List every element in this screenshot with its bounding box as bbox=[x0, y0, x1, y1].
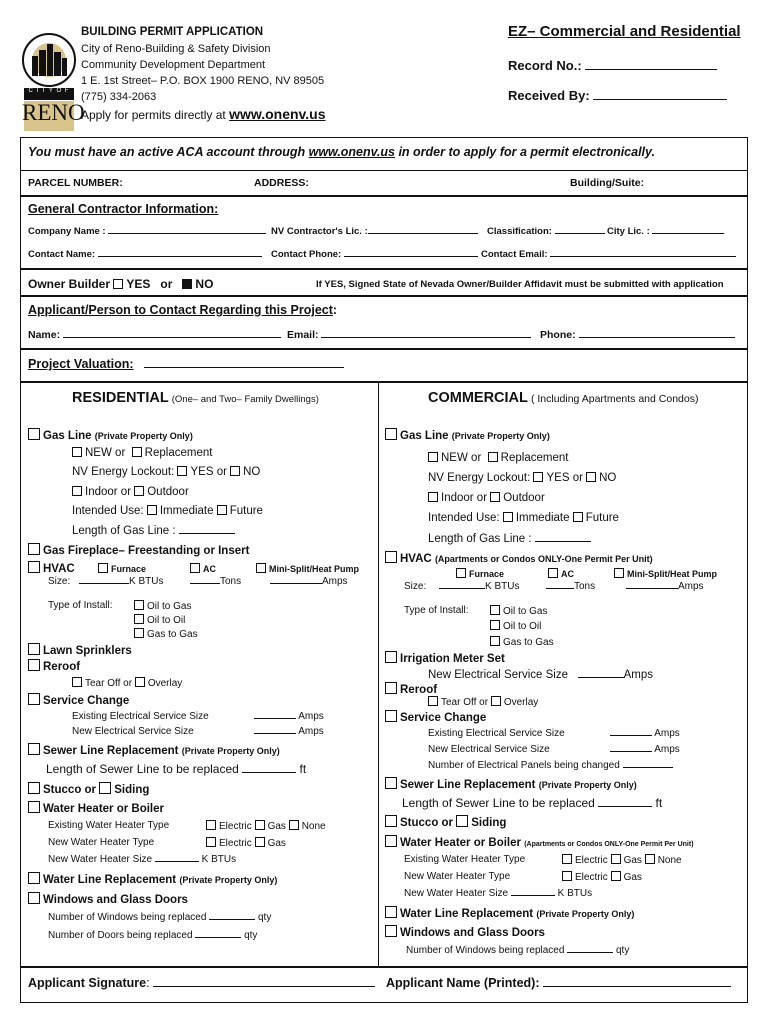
record-number-field[interactable] bbox=[508, 58, 717, 73]
apply-line bbox=[81, 106, 326, 122]
applicant-phone-field[interactable]: Phone: bbox=[540, 329, 735, 341]
com-sewer-line: Sewer Line Replacement (Private Property Only) bbox=[385, 777, 637, 791]
res-existing-gas-checkbox[interactable] bbox=[255, 820, 265, 830]
com-gas-replacement-checkbox[interactable] bbox=[488, 452, 498, 462]
res-existing-none-checkbox[interactable] bbox=[289, 820, 299, 830]
res-lockout-no-checkbox[interactable] bbox=[230, 466, 240, 476]
com-num-windows-field[interactable]: Number of Windows being replaced qty bbox=[406, 945, 630, 956]
res-energy-lockout: NV Energy Lockout: YES or NO bbox=[72, 466, 261, 478]
com-service-change: Service Change bbox=[385, 710, 486, 724]
com-water-heater-checkbox[interactable] bbox=[385, 835, 397, 847]
com-oil-oil-checkbox[interactable] bbox=[490, 620, 500, 630]
com-water-heater: Water Heater or Boiler (Apartments or Condos ONLY-One Permit Per Unit) bbox=[385, 835, 694, 849]
com-gas-length-field[interactable]: Length of Gas Line : bbox=[428, 533, 591, 545]
com-existing-none-checkbox[interactable] bbox=[645, 854, 655, 864]
owner-builder-label: Owner Builder bbox=[28, 277, 111, 291]
res-minisplit-checkbox[interactable] bbox=[256, 563, 266, 573]
owner-builder-note: If YES, Signed State of Nevada Owner/Builder Affidavit must be submitted with application bbox=[316, 279, 724, 290]
res-new-service: New Electrical Service Size bbox=[72, 726, 194, 737]
res-indoor-outdoor: Indoor or Outdoor bbox=[72, 486, 189, 498]
contractor-license-field[interactable]: NV Contractor's Lic. : bbox=[271, 226, 478, 237]
com-water-line: Water Line Replacement (Private Property Only) bbox=[385, 906, 634, 920]
com-gas-gas: Gas to Gas bbox=[490, 636, 554, 648]
com-oil-gas-checkbox[interactable] bbox=[490, 605, 500, 615]
res-gas-replacement-checkbox[interactable] bbox=[132, 447, 142, 457]
com-irrigation-checkbox[interactable] bbox=[385, 651, 397, 663]
res-gas-fireplace: Gas Fireplace– Freestanding or Insert bbox=[28, 543, 249, 557]
com-stucco-checkbox[interactable] bbox=[385, 815, 397, 827]
res-lockout-yes-checkbox[interactable] bbox=[177, 466, 187, 476]
res-future-checkbox[interactable] bbox=[217, 505, 227, 515]
contact-email-field[interactable]: Contact Email: bbox=[481, 249, 736, 260]
com-hvac-amps[interactable]: Amps bbox=[626, 581, 704, 592]
com-windows-doors: Windows and Glass Doors bbox=[385, 925, 545, 939]
com-new-service-amps[interactable]: Amps bbox=[610, 744, 680, 755]
com-existing-service-amps[interactable]: Amps bbox=[610, 728, 680, 739]
project-valuation-field[interactable]: Project Valuation: bbox=[28, 357, 344, 371]
res-overlay-checkbox[interactable] bbox=[135, 677, 145, 687]
owner-builder-row: Owner Builder YES or NO bbox=[28, 277, 214, 291]
res-new-heater-type: New Water Heater Type bbox=[48, 837, 155, 848]
city-license-field[interactable]: City Lic. : bbox=[607, 226, 724, 237]
com-reroof-checkbox[interactable] bbox=[385, 682, 397, 694]
res-hvac-minisplit: Mini-Split/Heat Pump bbox=[256, 563, 359, 574]
com-hvac: HVAC (Apartments or Condos ONLY-One Permit Per Unit) bbox=[385, 551, 653, 565]
res-gas-gas: Gas to Gas bbox=[134, 628, 198, 640]
res-gas-new-checkbox[interactable] bbox=[72, 447, 82, 457]
com-ac-checkbox[interactable] bbox=[548, 568, 558, 578]
res-gas-line-checkbox[interactable] bbox=[28, 428, 40, 440]
res-hvac-amps[interactable]: Amps bbox=[270, 576, 348, 587]
address-label[interactable]: ADDRESS: bbox=[254, 177, 309, 189]
com-indoor-checkbox[interactable] bbox=[428, 492, 438, 502]
applicant-heading: Applicant/Person to Contact Regarding this Project: bbox=[28, 303, 338, 317]
res-oil-oil-checkbox[interactable] bbox=[134, 614, 144, 624]
com-new-heater-size[interactable]: New Water Heater Size K BTUs bbox=[404, 888, 593, 899]
res-ac-checkbox[interactable] bbox=[190, 563, 200, 573]
ez-title-text: EZ– Commercial and Residential bbox=[508, 23, 741, 40]
com-stucco-siding: Stucco or Siding bbox=[385, 815, 506, 829]
res-gas-length-field[interactable]: Length of Gas Line : bbox=[72, 525, 235, 537]
res-existing-heater-type: Existing Water Heater Type bbox=[48, 820, 170, 831]
res-sewer-length-field[interactable]: Length of Sewer Line to be replaced ft bbox=[46, 762, 307, 776]
record-label: Record No.: bbox=[508, 58, 582, 73]
res-water-line: Water Line Replacement (Private Property Only) bbox=[28, 872, 277, 886]
res-water-heater-checkbox[interactable] bbox=[28, 801, 40, 813]
res-hvac-size[interactable]: Size: K BTUs bbox=[48, 576, 164, 587]
res-lawn-checkbox[interactable] bbox=[28, 643, 40, 655]
res-service-change: Service Change bbox=[28, 693, 129, 707]
com-new-gas-checkbox[interactable] bbox=[611, 871, 621, 881]
com-hvac-furnace: Furnace bbox=[456, 568, 504, 579]
com-irrigation-service[interactable]: New Electrical Service Size Amps bbox=[428, 669, 653, 681]
res-type-install: Type of Install: bbox=[48, 600, 113, 611]
com-gas-line: Gas Line (Private Property Only) bbox=[385, 428, 550, 442]
res-tearoff-overlay: Tear Off or Overlay bbox=[72, 677, 182, 689]
res-tearoff-checkbox[interactable] bbox=[72, 677, 82, 687]
res-hvac-checkbox[interactable] bbox=[28, 561, 40, 573]
com-irrigation-meter: Irrigation Meter Set bbox=[385, 651, 505, 665]
com-gas-gas-checkbox[interactable] bbox=[490, 636, 500, 646]
res-num-doors-field[interactable]: Number of Doors being replaced qty bbox=[48, 930, 258, 941]
res-water-line-checkbox[interactable] bbox=[28, 872, 40, 884]
res-new-electric-checkbox[interactable] bbox=[206, 837, 216, 847]
com-tearoff-overlay: Tear Off or Overlay bbox=[428, 696, 538, 708]
res-num-windows-field[interactable]: Number of Windows being replaced qty bbox=[48, 912, 272, 923]
contractor-heading: General Contractor Information: bbox=[28, 202, 219, 216]
ez-title bbox=[508, 23, 741, 40]
building-suite-label[interactable]: Building/Suite: bbox=[570, 177, 645, 189]
com-existing-heater-options: Electric Gas None bbox=[562, 854, 682, 866]
notice-before: You must have an active ACA account through bbox=[28, 145, 306, 159]
res-indoor-checkbox[interactable] bbox=[72, 486, 82, 496]
res-stucco-siding: Stucco or Siding bbox=[28, 782, 149, 796]
res-oil-oil: Oil to Oil bbox=[134, 614, 185, 626]
res-existing-heater-options: Electric Gas None bbox=[206, 820, 326, 832]
header-line-1: City of Reno-Building & Safety Division bbox=[81, 43, 271, 55]
res-new-gas-checkbox[interactable] bbox=[255, 837, 265, 847]
res-existing-service: Existing Electrical Service Size bbox=[72, 711, 209, 722]
com-hvac-size[interactable]: Size: K BTUs bbox=[404, 581, 520, 592]
parcel-number-label[interactable]: PARCEL NUMBER: bbox=[28, 177, 123, 189]
header-line-3: 1 E. 1st Street– P.O. BOX 1900 RENO, NV 89505 bbox=[81, 75, 325, 87]
com-oil-oil: Oil to Oil bbox=[490, 620, 541, 632]
notice-after: in order to apply for a permit electronically. bbox=[398, 145, 655, 159]
res-new-service-amps[interactable]: Amps bbox=[254, 726, 324, 737]
res-lawn-sprinklers: Lawn Sprinklers bbox=[28, 643, 132, 657]
com-existing-service: Existing Electrical Service Size bbox=[428, 728, 565, 739]
form-title: BUILDING PERMIT APPLICATION bbox=[81, 26, 264, 38]
com-type-install: Type of Install: bbox=[404, 605, 469, 616]
com-windows-checkbox[interactable] bbox=[385, 925, 397, 937]
com-sewer-checkbox[interactable] bbox=[385, 777, 397, 789]
res-furnace-checkbox[interactable] bbox=[98, 563, 108, 573]
com-gas-new-checkbox[interactable] bbox=[428, 452, 438, 462]
com-reroof: Reroof bbox=[385, 682, 437, 696]
com-new-heater-options: Electric Gas bbox=[562, 871, 642, 883]
res-service-change-checkbox[interactable] bbox=[28, 693, 40, 705]
res-hvac-furnace: Furnace bbox=[98, 563, 146, 574]
logo-city-text: C I T Y O F bbox=[28, 88, 70, 94]
com-tearoff-checkbox[interactable] bbox=[428, 696, 438, 706]
res-fireplace-checkbox[interactable] bbox=[28, 543, 40, 555]
header-line-2: Community Development Department bbox=[81, 59, 266, 71]
applicant-name-field[interactable]: Name: bbox=[28, 329, 281, 341]
com-siding-checkbox[interactable] bbox=[456, 815, 468, 827]
res-new-heater-options: Electric Gas bbox=[206, 837, 286, 849]
com-sewer-length-field[interactable]: Length of Sewer Line to be replaced ft bbox=[402, 796, 663, 810]
contact-name-field[interactable]: Contact Name: bbox=[28, 249, 262, 260]
com-water-line-checkbox[interactable] bbox=[385, 906, 397, 918]
res-gas-line: Gas Line (Private Property Only) bbox=[28, 428, 193, 442]
res-siding-checkbox[interactable] bbox=[99, 782, 111, 794]
received-by-field[interactable] bbox=[508, 88, 727, 103]
res-stucco-checkbox[interactable] bbox=[28, 782, 40, 794]
res-intended-use: Intended Use: Immediate Future bbox=[72, 505, 263, 517]
com-new-electric-checkbox[interactable] bbox=[562, 871, 572, 881]
com-oil-gas: Oil to Gas bbox=[490, 605, 547, 617]
com-existing-heater-type: Existing Water Heater Type bbox=[404, 854, 526, 865]
res-outdoor-checkbox[interactable] bbox=[134, 486, 144, 496]
com-new-heater-type: New Water Heater Type bbox=[404, 871, 511, 882]
com-hvac-checkbox[interactable] bbox=[385, 551, 397, 563]
res-existing-electric-checkbox[interactable] bbox=[206, 820, 216, 830]
res-water-heater: Water Heater or Boiler bbox=[28, 801, 164, 815]
com-existing-electric-checkbox[interactable] bbox=[562, 854, 572, 864]
res-hvac-ac: AC bbox=[190, 563, 216, 574]
res-windows-doors: Windows and Glass Doors bbox=[28, 892, 188, 906]
com-hvac-tons[interactable]: Tons bbox=[546, 581, 595, 592]
com-new-service: New Electrical Service Size bbox=[428, 744, 550, 755]
res-sewer-line: Sewer Line Replacement (Private Property Only) bbox=[28, 743, 280, 757]
res-new-heater-size[interactable]: New Water Heater Size K BTUs bbox=[48, 854, 237, 865]
com-energy-lockout: NV Energy Lockout: YES or NO bbox=[428, 472, 617, 484]
com-indoor-outdoor: Indoor or Outdoor bbox=[428, 492, 545, 504]
com-intended-use: Intended Use: Immediate Future bbox=[428, 512, 619, 524]
com-gas-new-replacement: NEW or Replacement bbox=[428, 452, 568, 464]
com-overlay-checkbox[interactable] bbox=[491, 696, 501, 706]
logo-reno-text: RENO bbox=[22, 100, 85, 125]
com-service-change-checkbox[interactable] bbox=[385, 710, 397, 722]
res-oil-gas: Oil to Gas bbox=[134, 600, 191, 612]
commercial-heading: COMMERCIAL ( Including Apartments and Condos) bbox=[428, 390, 699, 406]
res-gas-new-replacement: NEW or Replacement bbox=[72, 447, 212, 459]
com-existing-gas-checkbox[interactable] bbox=[611, 854, 621, 864]
owner-yes-checkbox[interactable] bbox=[113, 279, 123, 289]
applicant-printed-name-field[interactable]: Applicant Name (Printed): bbox=[386, 976, 731, 990]
applicant-email-field[interactable]: Email: bbox=[287, 329, 531, 341]
res-hvac-tons[interactable]: Tons bbox=[190, 576, 241, 587]
contact-phone-field[interactable]: Contact Phone: bbox=[271, 249, 478, 260]
res-sewer-checkbox[interactable] bbox=[28, 743, 40, 755]
res-windows-checkbox[interactable] bbox=[28, 892, 40, 904]
apply-url-link[interactable]: www.onenv.us bbox=[229, 106, 326, 122]
com-gas-line-checkbox[interactable] bbox=[385, 428, 397, 440]
apply-prefix: Apply for permits directly at bbox=[81, 108, 226, 122]
com-minisplit-checkbox[interactable] bbox=[614, 568, 624, 578]
com-panels-field[interactable]: Number of Electrical Panels being changed bbox=[428, 760, 673, 771]
res-hvac: HVAC bbox=[28, 561, 75, 575]
company-name-field[interactable]: Company Name : bbox=[28, 226, 266, 237]
res-reroof-checkbox[interactable] bbox=[28, 659, 40, 671]
com-hvac-ac: AC bbox=[548, 568, 574, 579]
res-reroof: Reroof bbox=[28, 659, 80, 673]
com-lockout-yes-checkbox[interactable] bbox=[533, 472, 543, 482]
classification-field[interactable]: Classification: bbox=[487, 226, 605, 237]
applicant-signature-field[interactable]: Applicant Signature: bbox=[28, 976, 375, 990]
com-immediate-checkbox[interactable] bbox=[503, 512, 513, 522]
res-oil-gas-checkbox[interactable] bbox=[134, 600, 144, 610]
received-label: Received By: bbox=[508, 88, 590, 103]
com-furnace-checkbox[interactable] bbox=[456, 568, 466, 578]
notice-link[interactable]: www.onenv.us bbox=[308, 145, 395, 159]
com-outdoor-checkbox[interactable] bbox=[490, 492, 500, 502]
res-existing-service-amps[interactable]: Amps bbox=[254, 711, 324, 722]
res-immediate-checkbox[interactable] bbox=[147, 505, 157, 515]
com-future-checkbox[interactable] bbox=[573, 512, 583, 522]
com-lockout-no-checkbox[interactable] bbox=[586, 472, 596, 482]
owner-no-checkbox[interactable] bbox=[182, 279, 192, 289]
residential-heading: RESIDENTIAL (One– and Two– Family Dwellings) bbox=[72, 390, 319, 406]
header-phone: (775) 334-2063 bbox=[81, 91, 157, 103]
com-hvac-minisplit: Mini-Split/Heat Pump bbox=[614, 568, 717, 579]
aca-notice bbox=[28, 145, 655, 159]
res-gas-gas-checkbox[interactable] bbox=[134, 628, 144, 638]
